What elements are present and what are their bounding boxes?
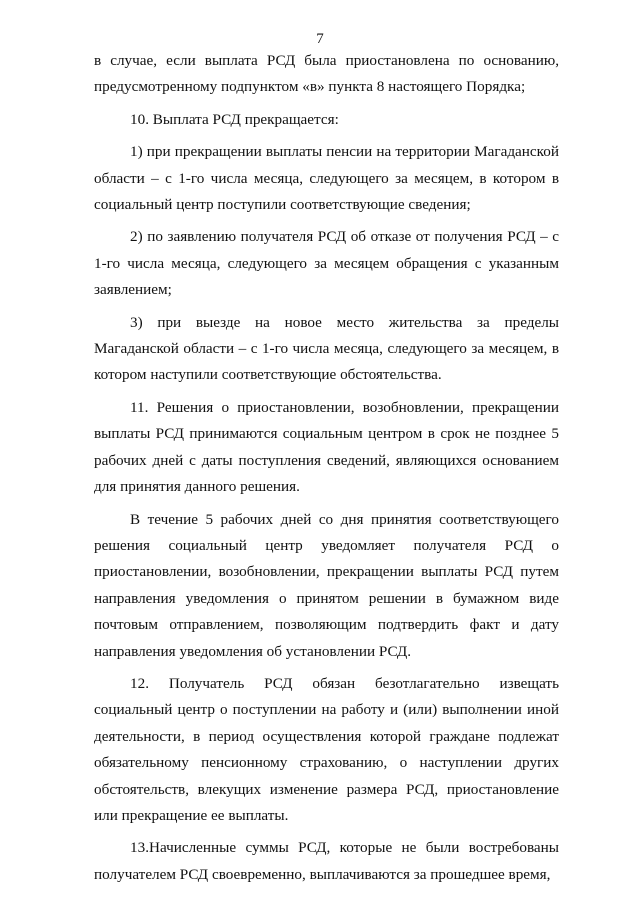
paragraph-item-11: 11. Решения о приостановлении, возобновлении, прекращении выплаты РСД принимаются социальным центром в срок не позднее 5 рабочих дней с даты поступления сведений, являющихся основанием для принятия данного решения. xyxy=(94,398,559,496)
paragraph-notification: В течение 5 рабочих дней со дня принятия соответствующего решения социальный центр уведомляет получателя РСД о приостановлении, возобновлении, прекращении выплаты РСД путем направления уведомления о принятом решении в бумажном виде почтовым отправлением, позволяющим подтвердить факт и дату направления уведомления об установлении РСД. xyxy=(94,510,559,660)
paragraph-item-10: 10. Выплата РСД прекращается: xyxy=(130,110,339,128)
paragraph-continuation: в случае, если выплата РСД была приостановлена по основанию, предусмотренному подпунктом «в» пункта 8 настоящего Порядка; xyxy=(94,52,559,96)
paragraph-item-13: 13.Начисленные суммы РСД, которые не были востребованы получателем РСД своевременно, выплачиваются за прошедшее время, xyxy=(94,839,559,883)
document-body xyxy=(94,48,559,894)
page-number: 7 xyxy=(316,31,324,47)
paragraph-subitem-3: 3) при выезде на новое место жительства за пределы Магаданской области – с 1-го числа месяца, следующего за месяцем, в котором наступили соответствующие обстоятельства. xyxy=(94,313,559,384)
paragraph-subitem-2: 2) по заявлению получателя РСД об отказе от получения РСД – с 1-го числа месяца, следующего за месяцем обращения с указанным заявлением; xyxy=(94,228,559,299)
paragraph-subitem-1: 1) при прекращении выплаты пенсии на территории Магаданской области – с 1-го числа месяца, следующего за месяцем, в котором в социальный центр поступили соответствующие сведения; xyxy=(94,143,559,214)
paragraph-item-12: 12. Получатель РСД обязан безотлагательно извещать социальный центр о поступлении на работу и (или) выполнении иной деятельности, в период осуществления которой граждане подлежат обязательному пенсионному страхованию, о наступлении других обстоятельств, влекущих изменение размера РСД, приостановление или прекращение ее выплаты. xyxy=(94,674,559,824)
